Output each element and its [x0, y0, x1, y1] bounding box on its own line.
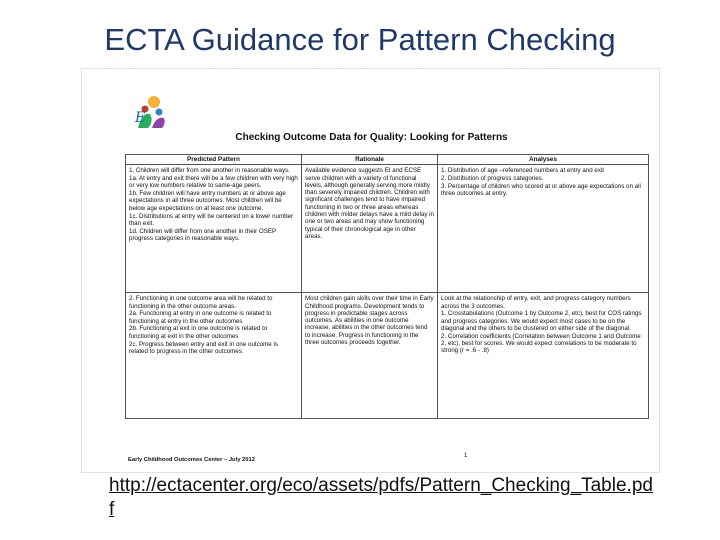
cell-text: 1c. Distributions at entry will be centered on a lower number than exit.	[129, 212, 294, 227]
eco-logo-icon	[132, 94, 170, 130]
cell-text: 1d. Children will differ from one another in their OSEP progress categories in reasonable ways.	[129, 227, 276, 242]
predicted-pattern-cell	[126, 165, 302, 293]
rationale-cell	[302, 293, 438, 419]
predicted-pattern-cell	[126, 293, 302, 419]
svg-text:E: E	[135, 110, 146, 126]
slide-title: ECTA Guidance for Pattern Checking	[104, 22, 616, 57]
cell-text: 2c. Progress between entry and exit in one outcome is related to progress in the other outcomes.	[129, 340, 278, 355]
cell-text: 2. Functioning in one outcome area will be related to functioning in the other outcome areas.	[129, 295, 273, 310]
column-header: Analyses	[438, 155, 649, 165]
cell-text: Look at the relationship of entry, exit, and progress category numbers across the 3 outcomes.	[441, 295, 631, 310]
table-row	[126, 165, 649, 293]
cell-text: 1. Distribution of age –referenced numbers at entry and exit	[441, 167, 605, 175]
pattern-table-pdf-link[interactable]: http://ectacenter.org/eco/assets/pdfs/Pattern_Checking_Table.pdf	[109, 475, 653, 520]
column-header: Predicted Pattern	[126, 155, 302, 165]
table-header-row	[126, 155, 649, 165]
cell-text: 2a. Functioning at entry in one outcome is related to functioning at entry in the other outcomes	[129, 310, 272, 325]
cell-text: 2. Distribution of progress categories.	[441, 175, 544, 183]
analyses-cell	[438, 293, 649, 419]
cell-text: 3. Percentage of children who scored at or above age expectations on all three outcomes at entry.	[441, 182, 641, 198]
pattern-table	[125, 154, 649, 419]
analyses-cell	[438, 165, 649, 293]
cell-text: Available evidence suggests EI and ECSE serve children with a variety of functional levels, although generally serving more mildly than severely impaired children. Children with significant challenges tend to have impaired functioning in two or three areas whereas children with milder delays have a mild delay in one or two areas and may show functioning typical of their chronological age in other areas.	[305, 167, 434, 240]
table-row	[126, 293, 649, 419]
cell-text: 1a. At entry and exit there will be a few children with very high or very low numbers relative to same-age peers.	[129, 175, 298, 190]
document-title: Checking Outcome Data for Quality: Looking for Patterns	[235, 132, 508, 143]
cell-text: 2. Correlation coefficients (Correlation between Outcome 1 and Outcome 2, etc), best for scores. We would expect correlations to be moderate to strong (r = .6 - .8)	[441, 332, 641, 355]
cell-text: 1. Children will differ from one another in reasonable ways.	[129, 167, 290, 175]
cell-text: Most children gain skills over their time in Early Childhood programs. Development tends to progress in predictable stages across outcomes. As abilities in one outcome increase, abilities in the other outcomes tend to increase. Progress in functioning in the three outcomes proceeds together.	[305, 295, 434, 347]
column-header: Rationale	[302, 155, 438, 165]
cell-text: 2b. Functioning at exit in one outcome is related to functioning at exit in the other outcomes	[129, 325, 268, 340]
cell-text: 1. Crosstabulations (Outcome 1 by Outcome 2, etc), best for COS ratings and progress categories. We would expect most cases to be on the diagonal and the others to be clustered on either side of the diagonal.	[441, 310, 642, 332]
page-number: 1	[464, 453, 468, 459]
cell-text: 1b. Few children will have entry numbers at or above age expectations in all three outcomes. Most children will be below age expectations on at least one outcome.	[129, 190, 286, 212]
document-image	[81, 68, 660, 473]
document-footer: Early Childhood Outcomes Center – July 2012	[128, 457, 255, 463]
rationale-cell	[302, 165, 438, 293]
